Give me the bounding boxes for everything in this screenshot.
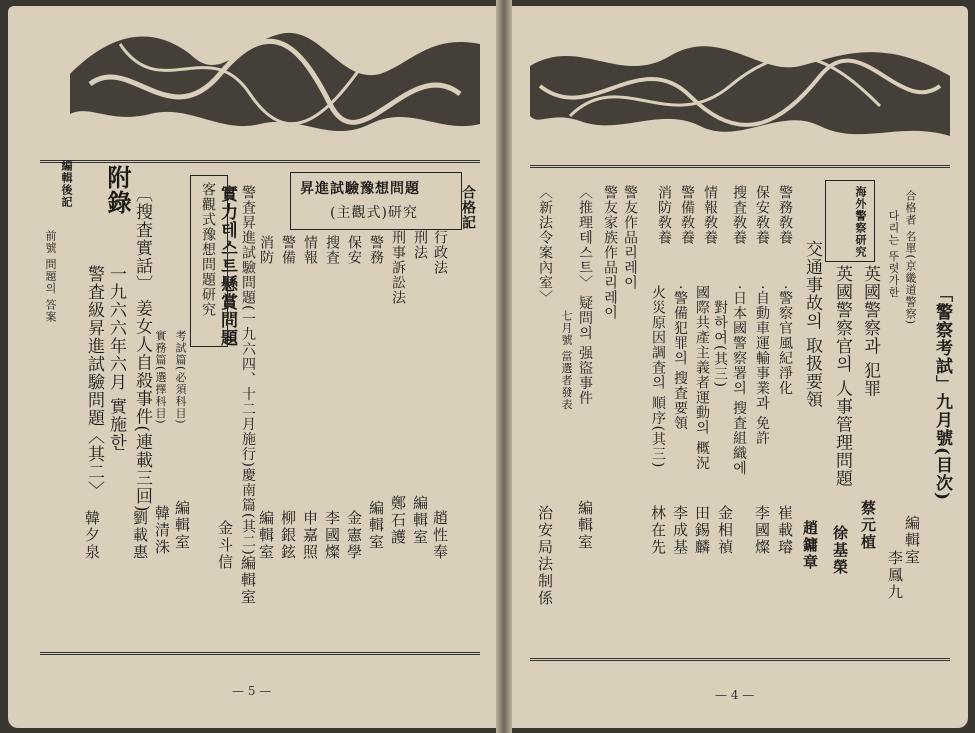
edu-guard: 警備敎養 bbox=[679, 185, 695, 245]
toc-entry-b4: 七月號 當選者發表 bbox=[560, 310, 573, 411]
divider-bottom-left bbox=[40, 652, 480, 655]
toc-author-intelligence: 申嘉照 bbox=[301, 510, 319, 561]
edu-security: 保安敎養 bbox=[754, 185, 770, 245]
header-ornament-right bbox=[530, 26, 950, 151]
toc-author-a6: 金相禎 bbox=[716, 505, 734, 556]
toc-subject-guard: 警備 bbox=[280, 235, 296, 265]
objective-box-title: 客觀式豫想問題研究 bbox=[200, 182, 216, 317]
toc-entry-a6: ·日本國警察署의 搜査組織에 bbox=[731, 285, 747, 476]
toc-entry-test: 實力테스트懸賞問題 bbox=[217, 185, 237, 347]
toc-entry-exam: 警査昇進試驗問題(一九六四、十二月施行)慶南篇(其二) bbox=[240, 185, 256, 556]
edu-investigation: 搜査敎養 bbox=[731, 185, 747, 245]
toc-author-a2: 徐基榮 bbox=[831, 525, 849, 576]
toc-author-exam: 編輯室 bbox=[239, 555, 257, 606]
toc-author-a7: 田錫麟 bbox=[693, 505, 711, 556]
toc-subject-fire: 消防 bbox=[258, 235, 274, 265]
toc-author-required: 編輯室 bbox=[173, 500, 191, 551]
edu-fire: 消防敎養 bbox=[656, 185, 672, 245]
divider-bottom-right bbox=[530, 658, 950, 661]
toc-author-appendix: 韓夕泉 bbox=[83, 510, 101, 561]
toc-entry-admin-law: 行政法 bbox=[432, 230, 448, 275]
toc-subject-intelligence: 情報 bbox=[302, 235, 318, 265]
toc-author-criminal-law: 編輯室 bbox=[411, 495, 429, 546]
toc-entry-a1: 英國警察과 犯罪 bbox=[860, 265, 880, 398]
toc-author-a8: 李成基 bbox=[671, 505, 689, 556]
exam-box-sub: (主觀式)研究 bbox=[330, 205, 418, 221]
toc-author-a9: 林在先 bbox=[649, 505, 667, 556]
toc-entry-appendix-1: 一九六六年六月 實施한 bbox=[106, 265, 126, 452]
toc-author-selective: 韓清洙 bbox=[153, 505, 171, 556]
toc-author-note2: 李鳳九 bbox=[886, 550, 904, 601]
toc-entry-note: 合格者 名單(京畿道警察) bbox=[904, 190, 917, 326]
toc-entry-note2: 다리는 뚜렷가한 bbox=[887, 210, 900, 299]
toc-author-a1: 蔡元植 bbox=[859, 500, 877, 551]
toc-author-guard: 柳銀鉉 bbox=[279, 510, 297, 561]
toc-author-a3: 趙鏞章 bbox=[801, 520, 819, 571]
toc-entry-b5: 〈新法令案內室〉 bbox=[537, 185, 553, 305]
divider-top-right bbox=[530, 165, 950, 168]
toc-entry-appendix-2: 警査級昇進試驗問題〈其二〉 bbox=[84, 265, 104, 499]
toc-entry-selective: 實務篇(選擇科目) bbox=[154, 330, 167, 425]
toc-author-a4: 崔載璿 bbox=[776, 505, 794, 556]
toc-entry-a8: ·警備犯罪의 搜査要領 bbox=[672, 285, 688, 431]
toc-author-b5: 治安局法制係 bbox=[536, 505, 554, 607]
toc-entry-b2: 警友家族作品리레이 bbox=[602, 185, 618, 320]
toc-author-security: 金憲學 bbox=[345, 510, 363, 561]
toc-entry-answers: 前號 問題의 答案 bbox=[44, 230, 57, 323]
toc-entry-a6b: 對하여(其三) bbox=[712, 300, 728, 388]
toc-author-police: 編輯室 bbox=[367, 500, 385, 551]
toc-entry-procedure-law: 刑事訴訟法 bbox=[390, 230, 406, 305]
toc-author-test: 金斗信 bbox=[216, 520, 234, 571]
divider-top-left bbox=[40, 160, 480, 163]
edu-intelligence: 情報敎養 bbox=[702, 185, 718, 245]
toc-entry-b3: 〈推理테스트〉 疑問의 强盜事件 bbox=[577, 185, 593, 406]
toc-subject-security: 保安 bbox=[346, 235, 362, 265]
toc-author-b3: 編輯室 bbox=[576, 500, 594, 551]
exam-box-title: 昇進試驗豫想問題 bbox=[300, 181, 420, 197]
toc-entry-case: 〔搜査實話〕 姜女人自殺事件(連載三回) bbox=[132, 185, 152, 513]
page-number-left: — 5 — bbox=[232, 684, 272, 698]
edu-police: 警務敎養 bbox=[777, 185, 793, 245]
toc-author-note: 編輯室 bbox=[903, 515, 921, 566]
header-ornament-left bbox=[70, 14, 480, 149]
toc-author-a5: 李國燦 bbox=[753, 505, 771, 556]
book-gutter bbox=[496, 0, 512, 733]
overseas-police-label: 海外警察研究 bbox=[854, 186, 867, 258]
toc-author-fire: 編輯室 bbox=[257, 510, 275, 561]
toc-header-pass: 合格記 bbox=[460, 185, 476, 230]
toc-entry-criminal-law: 刑法 bbox=[412, 230, 428, 260]
toc-entry-required: 考試篇(必須科目) bbox=[174, 330, 187, 425]
toc-entry-b1: 警友作品리레이 bbox=[622, 185, 638, 290]
toc-entry-a4: ·警察官風紀淨化 bbox=[777, 285, 793, 396]
toc-entry-editorial: 編輯後記 bbox=[60, 160, 73, 208]
toc-author-admin-law: 趙性奉 bbox=[431, 510, 449, 561]
toc-entry-a5: ·自動車運輸事業과 免許 bbox=[754, 285, 770, 446]
toc-author-procedure-law: 鄭石護 bbox=[389, 495, 407, 546]
toc-entry-a3: 交通事故의 取扱要領 bbox=[802, 240, 822, 409]
toc-subject-police: 警務 bbox=[368, 235, 384, 265]
page-number-right: — 4 — bbox=[715, 688, 755, 702]
toc-entry-a7: 國際共產主義者運動의 概況 bbox=[694, 285, 710, 471]
toc-subject-investigation: 搜査 bbox=[324, 235, 340, 265]
toc-author-case: 劉載惠 bbox=[131, 510, 149, 561]
toc-author-investigation: 李國燦 bbox=[323, 510, 341, 561]
toc-entry-a2: 英國警察官의 人事管理問題 bbox=[832, 265, 852, 488]
contents-title: 「警察考試」九月號(目次) bbox=[932, 285, 952, 502]
appendix-heading: 附錄 bbox=[103, 165, 132, 215]
toc-entry-a9: 火災原因調査의 順序(其三) bbox=[650, 285, 666, 469]
